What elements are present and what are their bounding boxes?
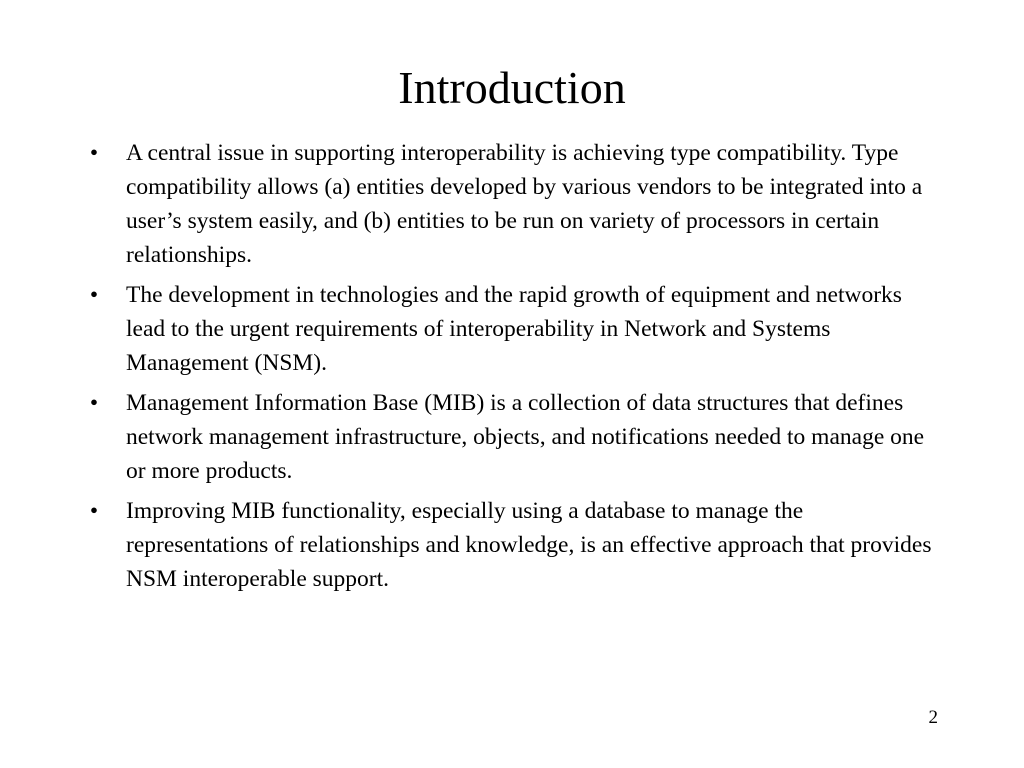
bullet-marker: • [89, 498, 99, 524]
bullet-item [82, 386, 942, 488]
slide-title: Introduction [398, 62, 626, 113]
bullet-item [82, 136, 942, 272]
bullet-item [82, 278, 942, 380]
bullet-marker: • [89, 390, 99, 416]
bullet-text: The development in technologies and the rapid growth of equipment and networks lead to the urgent requirements of interoperability in Network and Systems Management (NSM). [126, 282, 902, 376]
page-number: 2 [928, 707, 938, 728]
bullet-item [82, 494, 942, 596]
bullet-text: Improving MIB functionality, especially using a database to manage the representations of relationships and knowledge, is an effective approach that provides NSM interoperable support. [126, 498, 932, 592]
bullet-text: A central issue in supporting interoperability is achieving type compatibility. Type compatibility allows (a) entities developed by various vendors to be integrated into a user’s system easily, and (b) entities to be run on variety of processors in certain relationships. [126, 140, 923, 268]
bullet-list [82, 136, 942, 602]
bullet-marker: • [89, 282, 99, 308]
bullet-marker: • [89, 140, 99, 166]
bullet-text: Management Information Base (MIB) is a collection of data structures that defines network management infrastructure, objects, and notifications needed to manage one or more products. [126, 390, 925, 484]
